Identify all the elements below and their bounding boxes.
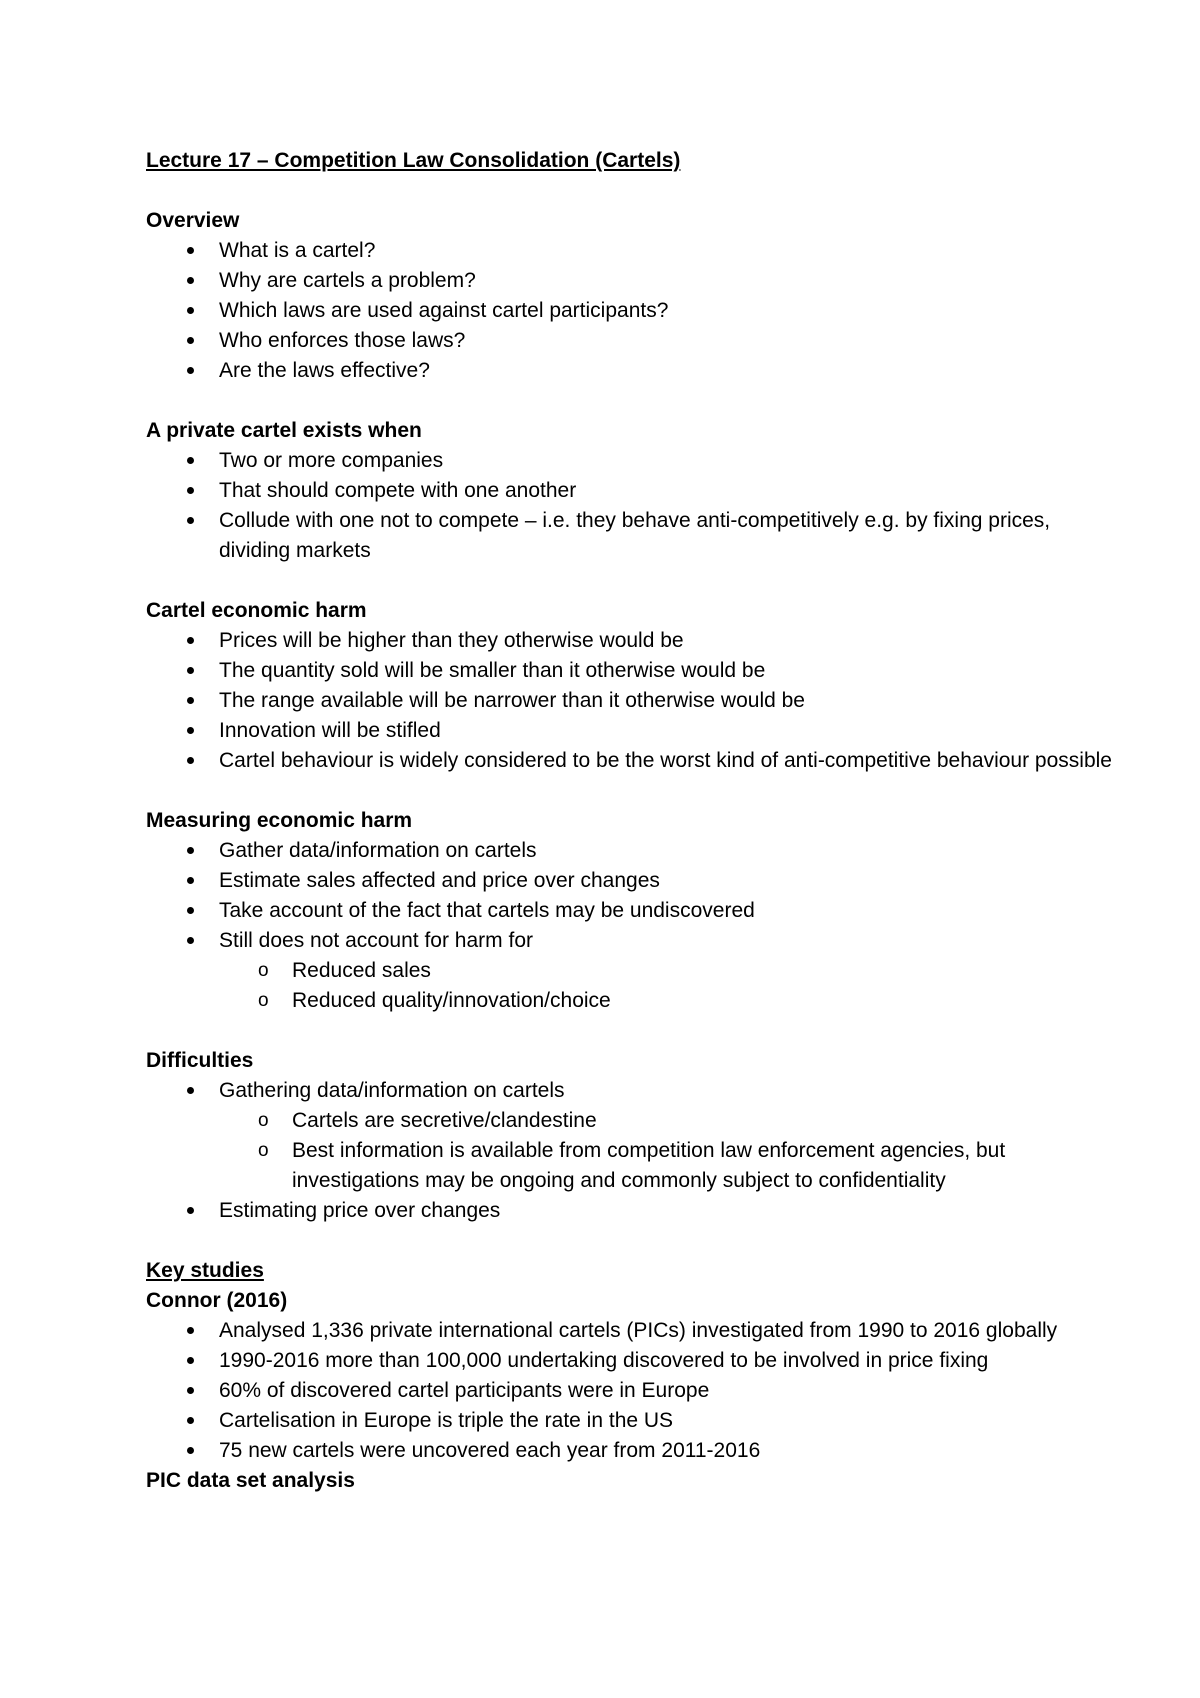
economic-harm-heading: Cartel economic harm	[146, 599, 367, 622]
list-item: Cartelisation in Europe is triple the rate in the US	[146, 1406, 1119, 1436]
connor-list	[146, 1316, 1080, 1466]
list-item: Still does not account for harm for	[146, 926, 1119, 956]
list-item: The quantity sold will be smaller than it otherwise would be	[146, 656, 1119, 686]
list-item: The range available will be narrower than it otherwise would be	[146, 686, 1119, 716]
key-studies-heading: Key studies	[146, 1259, 264, 1282]
list-item: Two or more companies	[146, 446, 1119, 476]
difficulties-heading: Difficulties	[146, 1049, 254, 1072]
list-item: 75 new cartels were uncovered each year from 2011-2016	[146, 1436, 1119, 1466]
list-item: Who enforces those laws?	[146, 326, 1119, 356]
overview-heading: Overview	[146, 209, 240, 232]
sub-list-item: o Best information is available from competition law enforcement agencies, but investigations may be ongoing and commonly subject to confidentiality	[146, 1136, 1119, 1196]
difficulties-section	[146, 1046, 1080, 1226]
difficulties-list	[146, 1076, 1080, 1226]
sub-list-item: o Reduced quality/innovation/choice	[146, 986, 1119, 1016]
key-studies-section	[146, 1256, 1080, 1496]
private-cartel-list	[146, 446, 1080, 566]
sub-list-item: o Cartels are secretive/clandestine	[146, 1106, 1119, 1136]
list-item: Why are cartels a problem?	[146, 266, 1119, 296]
overview-list	[146, 236, 1080, 386]
list-item: Collude with one not to compete – i.e. they behave anti-competitively e.g. by fixing prices, dividing markets	[146, 506, 1119, 566]
list-item: Which laws are used against cartel participants?	[146, 296, 1119, 326]
list-item: 60% of discovered cartel participants were in Europe	[146, 1376, 1119, 1406]
measuring-list	[146, 836, 1080, 1016]
overview-section	[146, 206, 1080, 386]
list-item: Take account of the fact that cartels may be undiscovered	[146, 896, 1119, 926]
sub-list-item: o Reduced sales	[146, 956, 1119, 986]
list-item: Prices will be higher than they otherwise would be	[146, 626, 1119, 656]
list-item: Gathering data/information on cartels	[146, 1076, 1119, 1106]
private-cartel-heading: A private cartel exists when	[146, 419, 422, 442]
private-cartel-section	[146, 416, 1080, 566]
list-item: Estimate sales affected and price over changes	[146, 866, 1119, 896]
connor-heading: Connor (2016)	[146, 1289, 288, 1312]
list-item: Are the laws effective?	[146, 356, 1119, 386]
list-item: Cartel behaviour is widely considered to be the worst kind of anti-competitive behaviour possible	[146, 746, 1119, 776]
measuring-heading: Measuring economic harm	[146, 809, 413, 832]
list-item: Estimating price over changes	[146, 1196, 1119, 1226]
list-item: That should compete with one another	[146, 476, 1119, 506]
economic-harm-section	[146, 596, 1112, 776]
list-item: What is a cartel?	[146, 236, 1119, 266]
list-item: Gather data/information on cartels	[146, 836, 1119, 866]
document-title: Lecture 17 – Competition Law Consolidation (Cartels)	[146, 149, 681, 172]
list-item: Analysed 1,336 private international cartels (PICs) investigated from 1990 to 2016 globally	[146, 1316, 1119, 1346]
pic-analysis-heading: PIC data set analysis	[146, 1469, 355, 1492]
economic-harm-list	[146, 626, 1112, 776]
measuring-section	[146, 806, 1080, 1016]
list-item: 1990-2016 more than 100,000 undertaking discovered to be involved in price fixing	[146, 1346, 1119, 1376]
list-item: Innovation will be stifled	[146, 716, 1119, 746]
